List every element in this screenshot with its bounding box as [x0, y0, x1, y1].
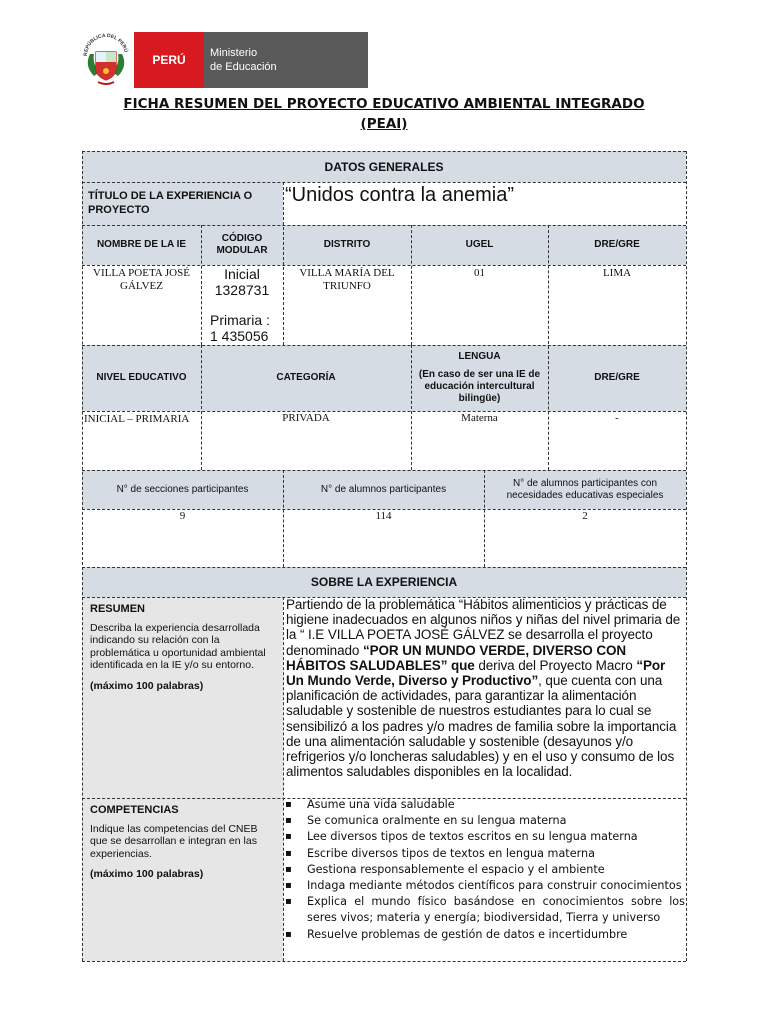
- ministry-logo: [80, 32, 368, 88]
- value-distrito: VILLA MARÍA DEL TRIUNFO: [299, 267, 395, 292]
- crest-text: REPÚBLICA DEL PERÚ: [82, 32, 129, 57]
- header-lengua: [415, 345, 544, 411]
- resumen-description: Describa la experiencia desarrollada indicando su relación con la problemática u oportunidad ambiental identificada en la IE y/o su entorno.: [90, 621, 266, 671]
- value-secciones: 9: [179, 510, 186, 522]
- document-title: [82, 94, 686, 134]
- competencias-max-words: (máximo 100 palabras): [90, 868, 204, 880]
- resumen-bold2: “Por Un Mundo Verde, Diverso y Productivo”: [286, 657, 666, 689]
- competencias-label-block: [84, 800, 282, 958]
- datos-generales-heading: DATOS GENERALES: [324, 159, 444, 174]
- competencia-item: ▪ Se comunica oralmente en su lengua materna: [284, 813, 685, 829]
- value-lengua: Materna: [461, 412, 498, 424]
- value-dre2: -: [615, 412, 619, 424]
- resumen-part2: deriva del Proyecto Macro: [474, 657, 637, 673]
- header-nombre: NOMBRE DE LA IE: [96, 239, 187, 250]
- header-ugel: UGEL: [465, 239, 494, 250]
- value-dre: LIMA: [602, 267, 632, 279]
- lengua-note: (En caso de ser una IE de educación intercultural bilingüe): [418, 369, 541, 404]
- codigo-inicial: Inicial 1328731: [214, 267, 270, 298]
- header-codigo: CÓDIGO MODULAR: [216, 233, 268, 256]
- lengua-title: LENGUA: [458, 351, 501, 362]
- value-nombre: VILLA POETA JOSÉ GÁLVEZ: [93, 267, 190, 292]
- header-distrito: DISTRITO: [323, 239, 371, 250]
- value-alumnos-nee: 2: [582, 510, 588, 522]
- resumen-part3: , que cuenta con una planificación de actividades, para garantizar la alimentación saludable y sostenible de nuestros estudiantes para lo cual se sensibilizó a los padres y/o madres de familia sobre la importancia de una alimentación saludable y sostenible (desayunos y/o refrigerios y/o loncheras saludables) y en el uso y consumo de los alimentos saludables disponibles en la localidad.: [286, 673, 677, 780]
- resumen-max-words: (máximo 100 palabras): [90, 679, 204, 692]
- resumen-part1: Partiendo de la problemática “Hábitos alimenticios y prácticas de higiene inadecuados en algunos niños y niñas del nivel primaria de la “ I.E VILLA POETA JOSÉ GÁLVEZ se desarrolla el proyecto denominado: [286, 597, 681, 658]
- header-dre2: DRE/GRE: [594, 372, 640, 383]
- competencia-item: ▪ Lee diversos tipos de textos escritos en su lengua materna: [284, 829, 685, 845]
- value-ugel: 01: [474, 267, 485, 279]
- competencias-list: [284, 797, 685, 961]
- header-alumnos-nee: N° de alumnos participantes con necesidades educativas especiales: [506, 477, 664, 501]
- value-alumnos: 114: [375, 510, 392, 522]
- competencia-item: ▪ Indaga mediante métodos científicos para construir conocimientos: [284, 878, 685, 894]
- value-nivel: INICIAL – PRIMARIA: [84, 413, 190, 425]
- value-categoria: PRIVADA: [282, 412, 330, 424]
- peru-text: PERÚ: [152, 53, 186, 67]
- header-secciones: N° de secciones participantes: [116, 483, 249, 495]
- header-categoria: CATEGORÍA: [276, 372, 336, 383]
- document-title-line2: (PEAI): [360, 116, 408, 132]
- resumen-label: RESUMEN: [90, 603, 146, 615]
- peru-coat-of-arms-icon: [80, 32, 132, 88]
- header-nivel: NIVEL EDUCATIVO: [96, 372, 187, 383]
- header-dre: DRE/GRE: [594, 239, 640, 250]
- competencias-label: COMPETENCIAS: [90, 804, 179, 816]
- codigo-primaria: Primaria : 1 435056: [210, 312, 270, 344]
- header-alumnos: N° de alumnos participantes: [320, 483, 447, 495]
- peru-brand-box: [134, 32, 204, 88]
- competencia-item: ▪ Asume una vida saludable: [284, 797, 685, 813]
- ministry-line1: Ministerio: [210, 47, 258, 59]
- competencia-item: ▪ Escribe diversos tipos de textos en lengua materna: [284, 846, 685, 862]
- competencia-item: ▪ Resuelve problemas de gestión de datos e incertidumbre: [284, 927, 685, 943]
- resumen-bold1: “POR UN MUNDO VERDE, DIVERSO CON HÁBITOS SALUDABLES” que: [286, 642, 627, 673]
- ministry-brand-box: [204, 32, 368, 88]
- competencia-item: ▪ Gestiona responsablemente el espacio y el ambiente: [284, 862, 685, 878]
- value-codigo: [203, 267, 281, 344]
- competencia-item: ▪ Explica el mundo físico basándose en conocimientos sobre los seres vivos; materia y energía; biodiversidad, Tierra y universo: [284, 894, 685, 926]
- document-title-line1: FICHA RESUMEN DEL PROYECTO EDUCATIVO AMBIENTAL INTEGRADO: [123, 96, 645, 112]
- sobre-experiencia-heading: SOBRE LA EXPERIENCIA: [310, 575, 458, 589]
- ministry-line2: de Educación: [210, 61, 277, 73]
- competencias-description: Indique las competencias del CNEB que se desarrollan e integran en las experiencias.: [90, 822, 258, 860]
- titulo-value: “Unidos contra la anemia”: [285, 184, 514, 206]
- titulo-label: TÍTULO DE LA EXPERIENCIA O PROYECTO: [88, 190, 253, 216]
- resumen-label-block: [84, 599, 282, 795]
- resumen-text: [284, 597, 686, 797]
